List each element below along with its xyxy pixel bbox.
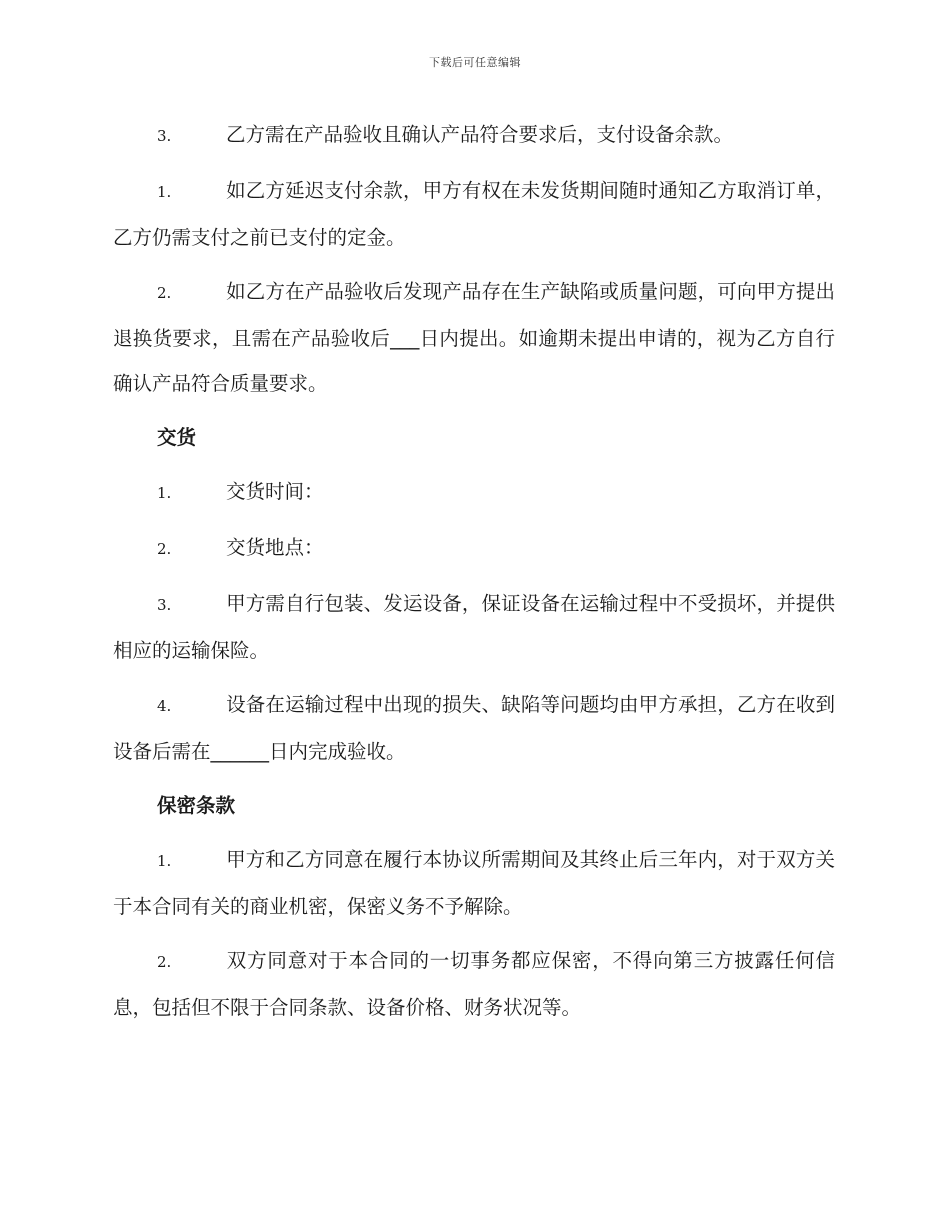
clause-trade-secrets bbox=[113, 837, 835, 929]
clause-text: 甲方需自行包装、发运设备，保证设备在运输过程中不受损坏，并提供相应的运输保险。 bbox=[113, 592, 835, 662]
clause-number: 2. bbox=[157, 284, 172, 302]
clause-number: 4. bbox=[157, 697, 172, 715]
clause-return-exchange bbox=[113, 269, 835, 406]
clause-number: 1. bbox=[157, 852, 172, 870]
clause-text: 如乙方在产品验收后发现产品存在生产缺陷或质量问题，可向甲方提出退换货要求，且需在产品验收后___日内提出。如逾期未提出申请的，视为乙方自行确认产品符合质量要求。 bbox=[113, 280, 835, 395]
clause-number: 2. bbox=[157, 953, 172, 971]
clause-number: 2. bbox=[157, 540, 172, 558]
clause-text: 设备在运输过程中出现的损失、缺陷等问题均由甲方承担，乙方在收到设备后需在______日内完成验收。 bbox=[113, 693, 835, 763]
clause-number: 1. bbox=[157, 484, 172, 502]
clause-text: 交货时间： bbox=[226, 480, 324, 503]
clause-packaging-shipping bbox=[113, 581, 835, 673]
clause-nondisclosure bbox=[113, 938, 835, 1030]
clause-number: 3. bbox=[157, 596, 172, 614]
clause-late-payment bbox=[113, 168, 835, 260]
clause-text: 双方同意对于本合同的一切事务都应保密，不得向第三方披露任何信息，包括但不限于合同条款、设备价格、财务状况等。 bbox=[113, 949, 835, 1019]
clause-transport-loss bbox=[113, 682, 835, 774]
section-title-confidentiality: 保密条款 bbox=[157, 794, 236, 817]
clause-text: 乙方需在产品验收且确认产品符合要求后，支付设备余款。 bbox=[226, 123, 734, 146]
clause-payment-balance bbox=[113, 112, 835, 159]
clause-text: 交货地点： bbox=[226, 536, 324, 559]
clause-number: 1. bbox=[157, 183, 172, 201]
clause-delivery-location bbox=[113, 525, 835, 572]
section-title-delivery: 交货 bbox=[157, 426, 197, 449]
clause-delivery-time bbox=[113, 469, 835, 516]
page-header: 下载后可任意编辑 bbox=[429, 56, 521, 69]
clause-text: 甲方和乙方同意在履行本协议所需期间及其终止后三年内，对于双方关于本合同有关的商业机密，保密义务不予解除。 bbox=[113, 848, 835, 918]
clause-text: 如乙方延迟支付余款，甲方有权在未发货期间随时通知乙方取消订单，乙方仍需支付之前已支付的定金。 bbox=[113, 179, 835, 249]
document-body bbox=[113, 112, 835, 1039]
clause-number: 3. bbox=[157, 127, 172, 145]
